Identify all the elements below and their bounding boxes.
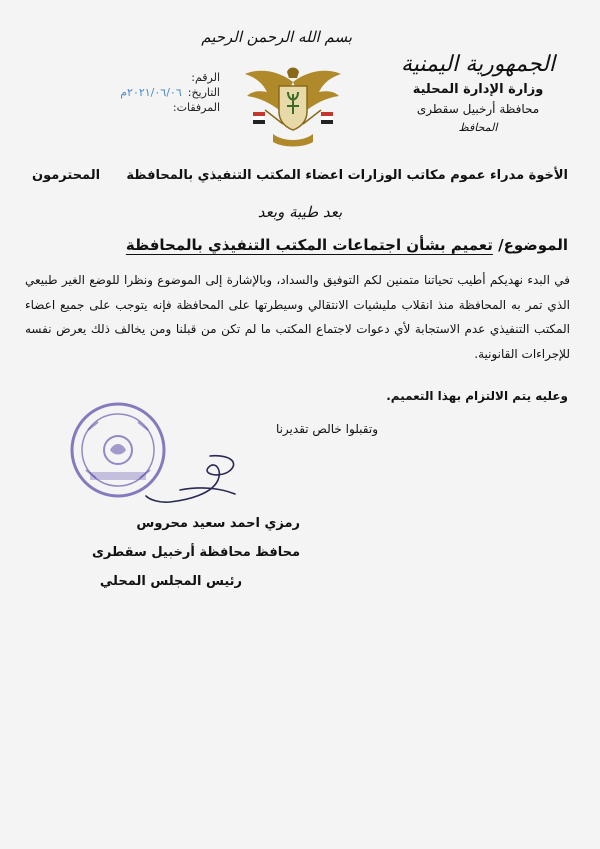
subject-text: تعميم بشأن اجتماعات المكتب التنفيذي بالمحافظة [125, 236, 493, 254]
attachments-label: المرفقات: [172, 101, 220, 114]
governorate-title: محافظة أرخبيل سقطرى [416, 102, 540, 116]
commitment-line: وعليه يتم الالتزام بهذا التعميم. [386, 389, 568, 403]
number-row [60, 70, 220, 85]
body-paragraph: في البدء نهديكم أطيب تحياتنا متمنين لكم التوفيق والسداد، وبالإشارة إلى الموضوع ونظرا للوضع الغير طبيعي الذي تمر به المحافظة منذ انقلاب مليشيات الانتقالي وسيطرتها على المحافظة فإنه يتوجب على جميع اعضاء المكتب التنفيذي عدم الاستجابة لأي دعوات لاجتماع المكتب ما لم تكن من قبلنا ومن يخالف ذلك يعرض نفسه للإجراءات القانونية. [25, 273, 570, 361]
yemen-emblem-icon [243, 62, 343, 154]
greeting: بعد طيبة وبعد [257, 203, 343, 221]
reference-block [60, 70, 220, 115]
letterhead [378, 52, 578, 139]
signatory-name: رمزي احمد سعيد محروس [136, 516, 300, 531]
subject-line [126, 236, 568, 254]
basmala: بسم الله الرحمن الرحيم [201, 28, 352, 46]
letter-body [25, 268, 570, 366]
attachments-row [60, 100, 220, 115]
signature-icon [140, 450, 250, 520]
number-label: الرقم: [191, 71, 220, 84]
signatory-title: محافظ محافظة أرخبيل سقطرى [92, 545, 300, 560]
office-title: المحافظ [458, 121, 498, 134]
date-label: التاريخ: [187, 86, 220, 99]
addressee: الأخوة مدراء عموم مكاتب الوزارات اعضاء المكتب التنفيذي بالمحافظة [126, 168, 568, 183]
ministry-title: وزارة الإدارة المحلية [412, 82, 544, 97]
honorific: المحترمون [32, 168, 101, 183]
closing-line: وتقبلوا خالص تقديرنا [275, 422, 378, 436]
republic-title: الجمهورية اليمنية [400, 52, 556, 77]
signatory-council: رئيس المجلس المحلي [99, 574, 242, 589]
date-row [60, 85, 220, 100]
subject-label: الموضوع/ [498, 236, 568, 254]
date-value: ٢٠٢١/٠٦/٠٦م [120, 86, 182, 99]
addressee-line [32, 168, 568, 183]
